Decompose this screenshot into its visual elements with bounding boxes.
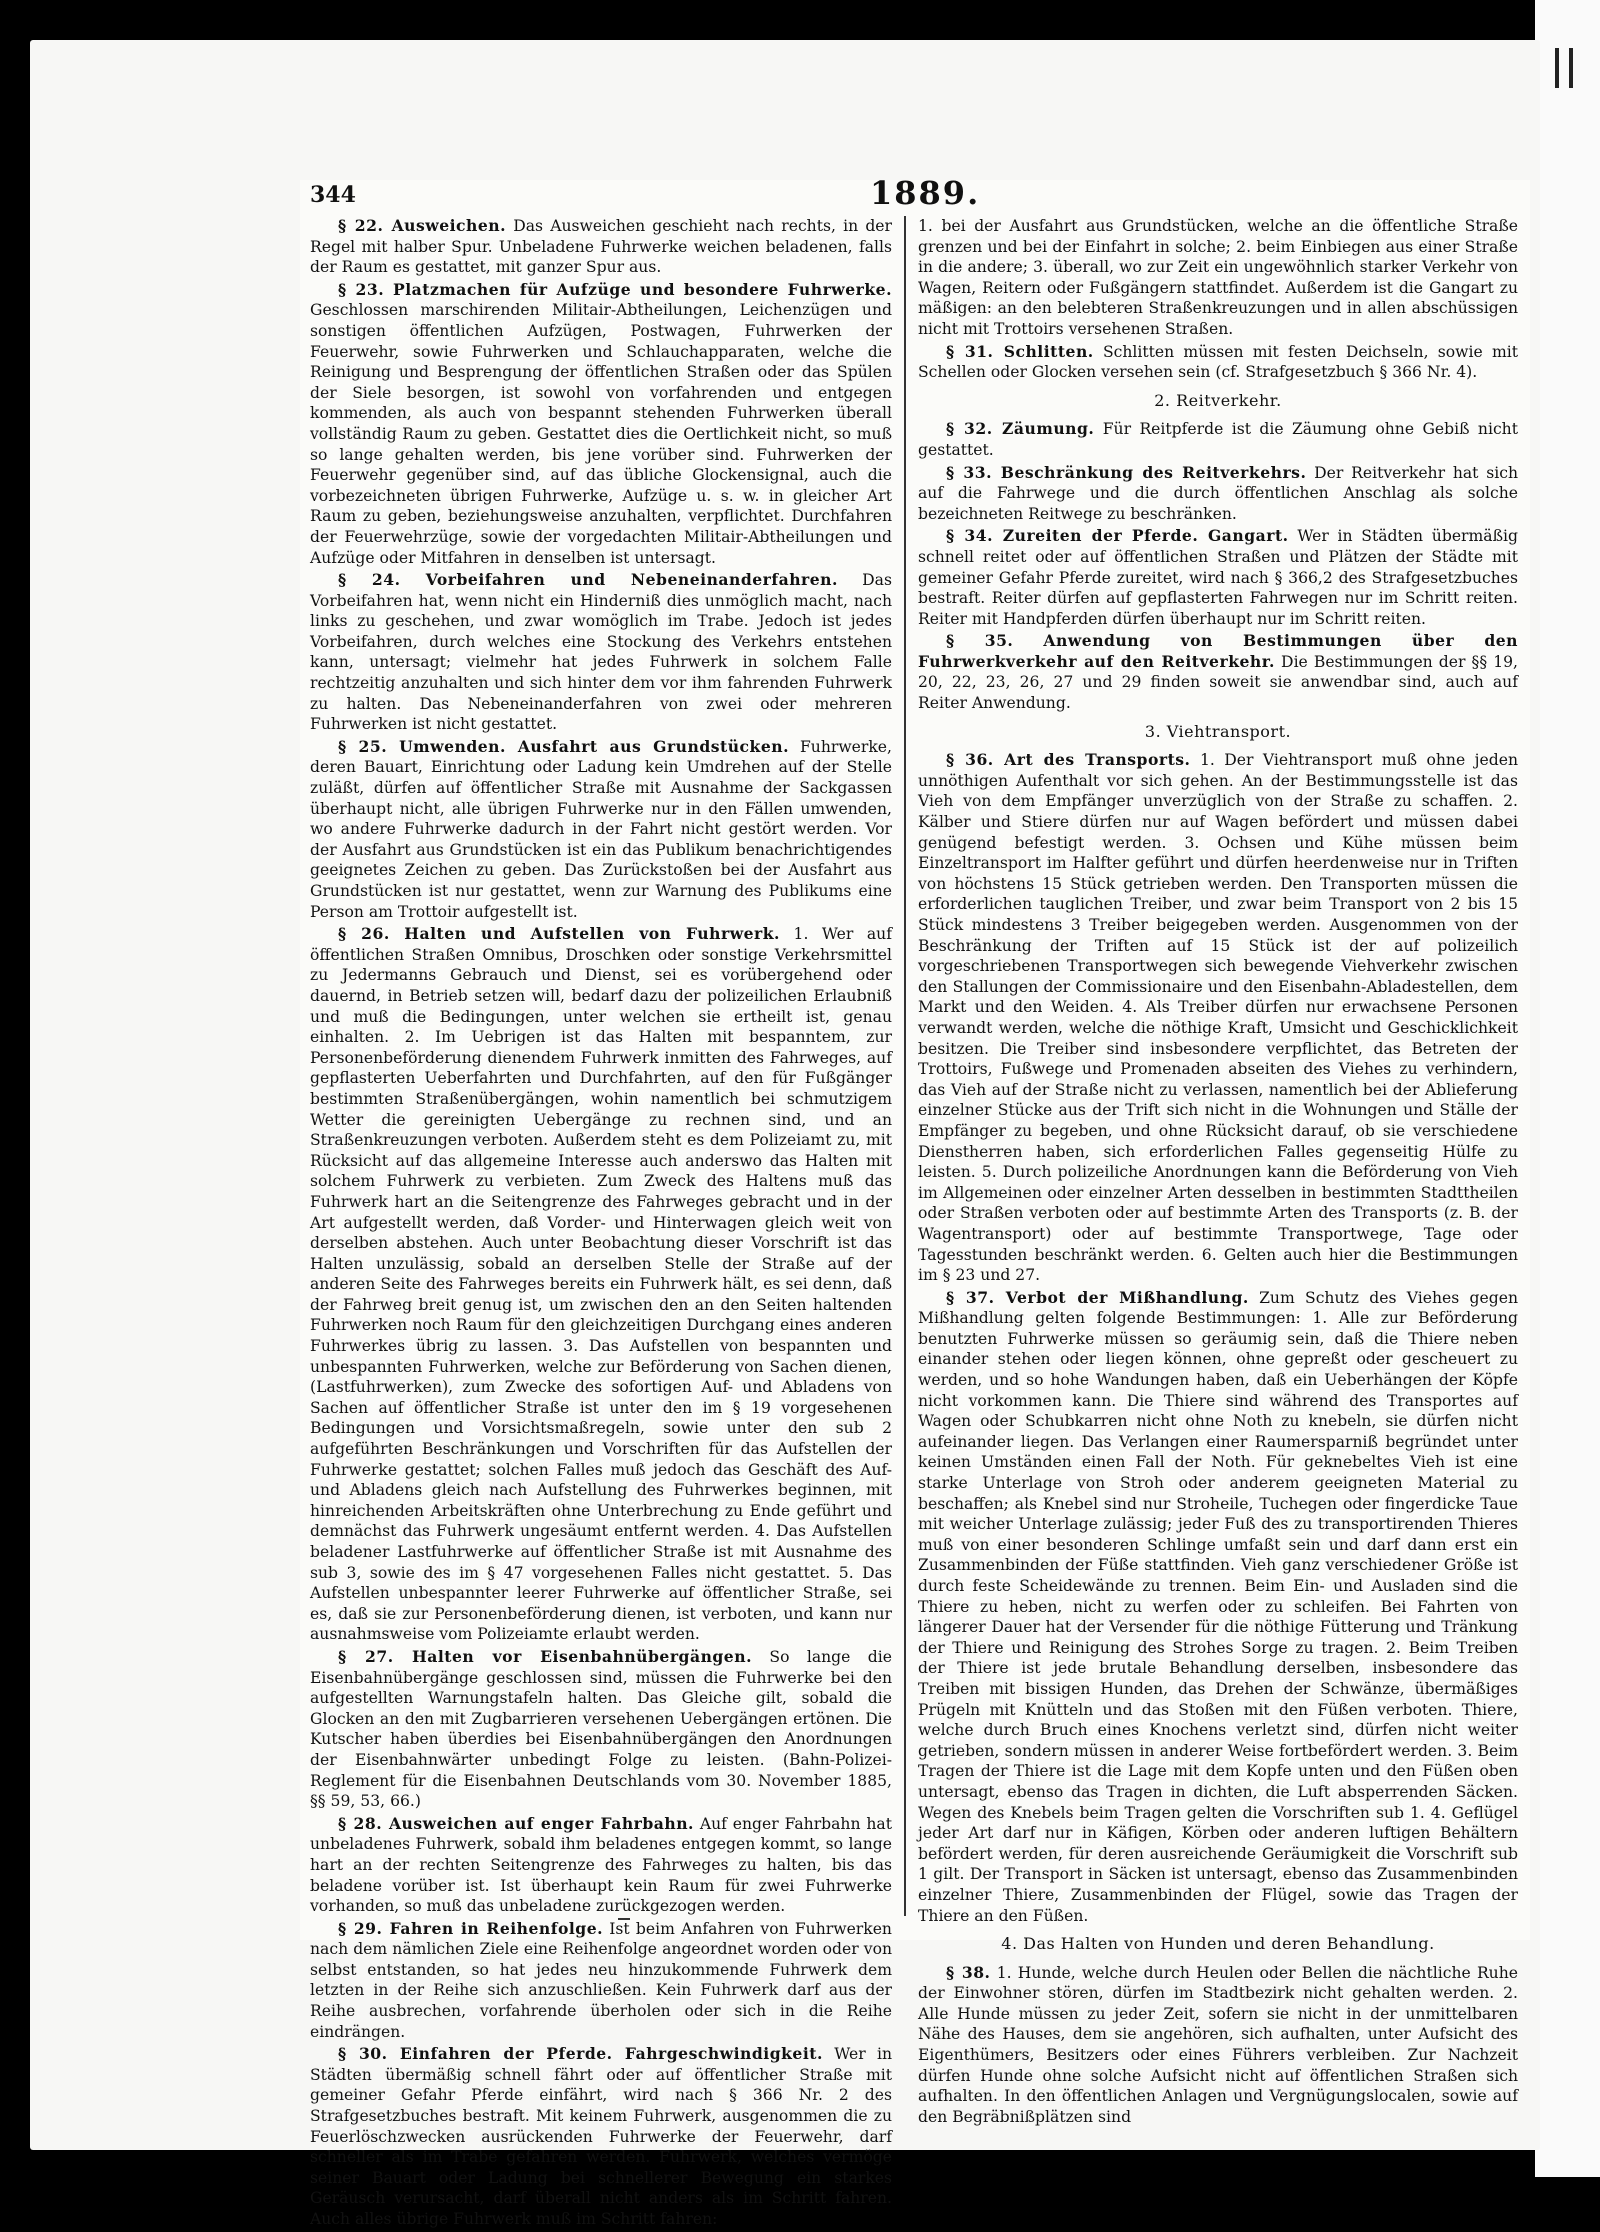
page-number: 344 xyxy=(310,182,356,208)
section-heading: § 32. Zäumung. xyxy=(946,419,1095,439)
paragraph xyxy=(918,526,1518,629)
paragraph-text: 1. Hunde, welche durch Heulen oder Bellen die nächtliche Ruhe der Einwohner stören, dürfen im Stadtbezirk nicht gehalten werden. 2. Alle Hunde müssen zu jeder Zeit, sofern sie nicht in der unmittelbaren Nähe des Hauses, dem sie angehören, sich aufhalten, unter Aufsicht des Eigenthümers, Besitzers oder eines Führers verbleiben. Zur Nachzeit dürfen Hunde ohne solche Aufsicht nicht auf öffentlichen Straßen sich aufhalten. In den öffentlichen Anlagen und Vergnügungslocalen, sowie auf den Begräbnißplätzen sind xyxy=(918,1963,1518,2126)
right-column xyxy=(918,216,1518,2129)
section-heading: § 29. Fahren in Reihenfolge. xyxy=(338,1918,604,1938)
paragraph xyxy=(310,1647,892,1812)
paragraph-text: Die Bestimmungen der §§ 19, 20, 22, 23, 26, 27 und 29 finden soweit sie anwendbar sind, auch auf Reiter Anwendung. xyxy=(918,652,1519,713)
paragraph xyxy=(310,1814,892,1917)
paragraph-text: Der Reitverkehr hat sich auf die Fahrwege und die durch öffentlichen Anschlag als solche bezeichneten Reitwege zu beschränken. xyxy=(918,463,1518,523)
section-heading: § 34. Zureiten der Pferde. Gangart. xyxy=(946,526,1289,546)
paragraph xyxy=(918,463,1518,525)
section-heading: § 30. Einfahren der Pferde. Fahrgeschwindigkeit. xyxy=(338,2044,823,2064)
paragraph-text: Wer in Städten übermäßig schnell fährt oder auf öffentlicher Straße mit gemeiner Gefahr Pferde einfährt, wird nach § 366 Nr. 2 des Strafgesetzbuches bestraft. Mit keinem Fuhrwerk, ausgenommen die zu Feuerlöschzwecken ausrückenden Fuhrwerke der Feuerwehr, darf schneller als im Trabe gefahren werden. Fuhrwerk, welches vermöge seiner Bauart oder Ladung bei schnellerer Bewegung ein starkes Geräusch verursacht, darf überall nicht anders als im Schritt fahren. Auch alles übrige Fuhrwerk muß im Schritt fahren: xyxy=(310,2045,892,2228)
edge-mark xyxy=(1569,48,1573,88)
left-column xyxy=(310,216,892,2232)
printed-page xyxy=(300,174,1530,2228)
paragraph-text: Wer in Städten übermäßig schnell reitet oder auf öffentlichen Straßen und Plätzen der Städte mit gemeiner Gefahr Pferde zureitet, wird nach § 366,2 des Strafgesetzbuches bestraft. Reiter dürfen auf gepflasterten Fahrwegen nur im Schritt reiten. Reiter mit Handpferden dürfen überhaupt nur im Schritt reiten. xyxy=(918,527,1518,628)
section-heading: § 23. Platzmachen für Aufzüge und besondere Fuhrwerke. xyxy=(338,279,892,299)
subsection-title: 4. Das Halten von Hunden und deren Behandlung. xyxy=(1001,1934,1435,1954)
footer-dash xyxy=(618,1918,630,1920)
paragraph-text: Schlitten müssen mit festen Deichseln, sowie mit Schellen oder Glocken versehen sein (cf. Strafgesetzbuch § 366 Nr. 4). xyxy=(918,342,1518,382)
section-heading: § 27. Halten vor Eisenbahnübergängen. xyxy=(338,1646,752,1666)
section-heading: § 24. Vorbeifahren und Nebeneinanderfahren. xyxy=(338,570,838,590)
paragraph xyxy=(310,924,892,1645)
paragraph-text: 1. Der Viehtransport muß ohne jeden unnöthigen Aufenthalt vor sich gehen. An der Bestimmungsstelle ist das Vieh von dem Empfänger unverzüglich von der Straße zu schaffen. 2. Kälber und Stiere dürfen nur auf Wagen befördert und müssen dabei genügend befestigt werden. 3. Ochsen und Kühe müssen beim Einzeltransport im Halfter geführt und dürfen heerdenweise nur in Triften von höchstens 15 Stück getrieben werden. Den Transporten müssen die erforderlichen tauglichen Treiber, und zwar beim Transport von 2 bis 15 Stück mindestens 3 Treiber beigegeben werden. Ausgenommen von der Beschränkung der Triften auf 15 Stück ist der auf polizeilich vorgeschriebenen Transportwegen sich bewegende Viehverkehr zwischen den Stallungen der Commissionaire und den Eisenbahn-Abladestellen, dem Markt und den Weiden. 4. Als Treiber dürfen nur erwachsene Personen verwandt werden, welche die nöthige Kraft, Umsicht und Geschicklichkeit besitzen. Die Treiber sind insbesondere verpflichtet, das Betreten der Trottoirs, Fußwege und Promenaden abseiten des Viehes zu verhindern, das Vieh auf der Straße nicht zu verlassen, namentlich bei der Ablieferung einzelner Stücke aus der Trift sich nicht in die Wohnungen und Ställe der Empfänger zu begeben, und ohne Rücksicht darauf, ob sie verschiedene Dienstherren haben, sich erforderlichen Falles gegenseitig Hülfe zu leisten. 5. Durch polizeiliche Anordnungen kann die Beförderung von Vieh im Allgemeinen oder einzelner Arten desselben in bestimmten Stadttheilen oder Straßen verboten oder auf bestimmte Arten des Transports (z. B. der Wagentransport) oder auf bestimmte Transportwege, Tage oder Tagesstunden beschränkt werden. 6. Gelten auch hier die Bestimmungen im § 23 und 27. xyxy=(918,751,1518,1285)
subsection-title: 3. Viehtransport. xyxy=(1144,721,1292,741)
section-heading: § 26. Halten und Aufstellen von Fuhrwerk. xyxy=(338,924,780,944)
paragraph xyxy=(918,216,1518,340)
section-heading: § 31. Schlitten. xyxy=(946,341,1094,361)
subsection-title: 2. Reitverkehr. xyxy=(1154,390,1282,410)
edge-mark xyxy=(1555,48,1559,88)
paragraph-text: Ist beim Anfahren von Fuhrwerken nach dem nämlichen Ziele eine Reihenfolge angeordnet worden oder von selbst entstanden, so hat jedes neu hinzukommende Fuhrwerk dem letzten in der Reihe sich anzuschließen. Kein Fuhrwerk darf aus der Reihe ausbrechen, vorfahrende überholen oder sich in die Reihe eindrängen. xyxy=(310,1919,892,2041)
section-heading: § 22. Ausweichen. xyxy=(338,216,507,235)
paragraph-text: Auf enger Fahrbahn hat unbeladenes Fuhrwerk, sobald ihm beladenes entgegen kommt, so lange hart an der rechten Seitengrenze des Fahrweges zu halten, bis das beladene vorüber ist. Ist überhaupt kein Raum für zwei Fuhrwerke vorhanden, so muß das unbeladene zurückgezogen werden. xyxy=(310,1814,892,1916)
paragraph-text: 1. Wer auf öffentlichen Straßen Omnibus, Droschken oder sonstige Verkehrsmittel zu Jedermanns Gebrauch und Dienst, sei es vorübergehend oder dauernd, in Betrieb setzen will, bedarf dazu der polizeilichen Erlaubniß und muß die Bedingungen, unter welchen sie ertheilt ist, genau einhalten. 2. Im Uebrigen ist das Halten mit bespanntem, zur Personenbeförderung dienendem Fuhrwerk inmitten des Fahrweges, auf gepflasterten Ueberfahrten und Durchfahrten, auf den für Fußgänger bestimmten Straßenübergängen, wohin namentlich bei schmutzigem Wetter die gereinigten Uebergänge zu rechnen sind, und an Straßenkreuzungen verboten. Außerdem steht es dem Polizeiamt zu, mit Rücksicht auf das allgemeine Interesse auch anderswo das Halten mit solchem Fuhrwerk zu verbieten. Zum Zweck des Haltens muß das Fuhrwerk hart an die Seitengrenze des Fahrweges gebracht und in der Art aufgestellt werden, daß Vorder- und Hinterwagen gleich weit von derselben abstehen. Auch unter Beobachtung dieser Vorschrift ist das Halten unzulässig, sobald an derselben Stelle der Straße auf der anderen Seite des Fahrweges bereits ein Fuhrwerk hält, es sei denn, daß der Fahrweg breit genug ist, um zwischen den an den Seiten haltenden Fuhrwerken noch Raum für den gleichzeitigen Durchgang eines anderen Fuhrwerkes übrig zu lassen. 3. Das Aufstellen von bespannten und unbespannten Fuhrwerken, welche zur Beförderung von Sachen dienen, (Lastfuhrwerken), zum Zwecke des sofortigen Auf- und Abladens von Sachen auf öffentlicher Straße ist unter den im § 19 vorgesehenen Bedingungen und Vorsichtsmaßregeln, sowie unter den sub 2 aufgeführten Beschränkungen und Vorschriften für das Aufstellen der Fuhrwerke gestattet; solchen Falles muß jedoch das Geschäft des Auf- und Abladens gleich nach Aufstellung des Fuhrwerkes beginnen, mit hinreichenden Arbeitskräften ohne Unterbrechung zu Ende geführt und demnächst das Fuhrwerk ungesäumt entfernt werden. 4. Das Aufstellen beladener Lastfuhrwerke auf öffentlicher Straße ist mit Ausnahme des sub 3, sowie des im § 47 vorgesehenen Falles nicht gestattet. 5. Das Aufstellen unbespannter leerer Fuhrwerke auf öffentlicher Straße, sei es, daß sie zur Personenbeförderung dienen, ist verboten, und kann nur ausnahmsweise vom Polizeiamte erlaubt werden. xyxy=(310,925,892,1644)
paragraph xyxy=(918,1288,1518,1926)
paragraph xyxy=(918,419,1518,460)
section-heading: § 37. Verbot der Mißhandlung. xyxy=(946,1287,1249,1307)
section-heading: § 25. Umwenden. Ausfahrt aus Grundstücken. xyxy=(338,736,790,756)
paragraph-text: Das Vorbeifahren hat, wenn nicht ein Hinderniß dies unmöglich macht, nach links zu geschehen, und zwar womöglich im Trabe. Jedoch ist jedes Vorbeifahren, durch welches eine Stockung des Verkehrs entstehen kann, untersagt; vielmehr hat jedes Fuhrwerk in solchem Falle rechtzeitig anzuhalten und sich hinter dem vor ihm fahrenden Fuhrwerk zu halten. Das Nebeneinanderfahren von zwei oder mehreren Fuhrwerken ist nicht gestattet. xyxy=(310,571,892,734)
paragraph xyxy=(310,1919,892,2043)
paragraph xyxy=(918,1963,1518,2128)
running-header xyxy=(300,174,1530,214)
section-heading: § 28. Ausweichen auf enger Fahrbahn. xyxy=(338,1813,694,1833)
section-heading: § 38. xyxy=(946,1962,991,1982)
paragraph xyxy=(310,737,892,922)
paragraph xyxy=(918,631,1518,713)
column-divider xyxy=(904,216,906,1916)
facing-page-edge xyxy=(1535,0,1600,2177)
page-sheet xyxy=(30,40,1540,2228)
paragraph xyxy=(310,570,892,735)
paragraph-text: So lange die Eisenbahnübergänge geschlossen sind, müssen die Fuhrwerke bei den aufgestellten Warnungstafeln halten. Das Gleiche gilt, sobald die Glocken an den mit Zugbarrieren versehenen Uebergängen ertönen. Die Kutscher haben überdies bei Eisenbahnübergängen den Anordnungen der Eisenbahnwärter unbedingt Folge zu leisten. (Bahn-Polizei-Reglement für die Eisenbahnen Deutschlands vom 30. November 1885, §§ 59, 53, 66.) xyxy=(310,1647,892,1811)
section-heading: § 33. Beschränkung des Reitverkehrs. xyxy=(946,462,1307,482)
paragraph xyxy=(310,280,892,568)
paragraph xyxy=(918,342,1518,383)
paragraph-text: Zum Schutz des Viehes gegen Mißhandlung gelten folgende Bestimmungen: 1. Alle zur Beförderung benutzten Fuhrwerke müssen so geräumig sein, daß die Thiere neben einander stehen oder liegen können, ohne gepreßt oder gescheuert zu werden, und so hohe Wandungen haben, daß ein Ueberhängen der Köpfe nicht vorkommen kann. Die Thiere sind während des Transportes auf Wagen oder Schubkarren nicht ohne Noth zu knebeln, sie dürfen nicht aufeinander liegen. Das Verlangen einer Raumersparniß begründet unter keinen Umständen einen Fall der Noth. Für geknebeltes Vieh ist eine starke Unterlage von Stroh oder anderem geeigneten Material zu beschaffen; als Knebel sind nur Stroheile, Tuchegen oder fingerdicke Taue mit weicher Unterlage zulässig; jeder Fuß des zu transportirenden Thieres muß von einer besonderen Schlinge umfaßt sein und darf dann erst ein Zusammenbinden der Füße stattfinden. Vieh ganz verschiedener Größe ist durch feste Scheidewände zu trennen. Beim Ein- und Ausladen sind die Thiere zu heben, nicht zu werfen oder zu schleifen. Bei Fahrten von längerer Dauer hat der Versender für die nöthige Fütterung und Tränkung der Thiere und Reinigung des Strohes Sorge zu tragen. 2. Beim Treiben der Thiere ist jede brutale Behandlung derselben, insbesondere das Treiben mit bissigen Hunden, das Drehen der Schwänze, übermäßiges Prügeln mit Knütteln und das Stoßen mit den Füßen verboten. Thiere, welche durch Bruch eines Knochens verletzt sind, dürfen nicht weiter getrieben, sondern müssen in anderer Weise fortbefördert werden. 3. Beim Tragen der Thiere ist die Lage mit dem Kopfe unten und den Füßen oben untersagt, ebenso das Tragen in dichten, die Luft absperrenden Säcken. Wegen des Knebels beim Tragen gelten die Vorschriften sub 1. 4. Geflügel jeder Art darf nur in Käfigen, Körben oder anderen luftigen Behältern befördert werden, für deren ausreichende Geräumigkeit die Vorschrift sub 1 gilt. Der Transport in Säcken ist untersagt, ebenso das Zusammenbinden einzelner Thiere, Zusammenbinden der Flügel, sowie das Tragen der Thiere an den Füßen. xyxy=(918,1288,1518,1925)
paragraph xyxy=(310,2044,892,2229)
section-heading: § 35. Anwendung von Bestimmungen über den Fuhrwerkverkehr auf den Reitverkehr. xyxy=(918,631,1518,671)
paragraph-text: 1. bei der Ausfahrt aus Grundstücken, welche an die öffentliche Straße grenzen und bei der Einfahrt in solche; 2. beim Einbiegen aus einer Straße in die andere; 3. überall, wo zur Zeit ein ungewöhnlich starker Verkehr von Wagen, Reitern oder Fußgängern stattfindet. Außerdem ist die Gangart zu mäßigen: an den belebteren Straßenkreuzungen und in allen abschüssigen nicht mit Trottoirs versehenen Straßen. xyxy=(918,217,1518,338)
paragraph-text: Das Ausweichen geschieht nach rechts, in der Regel mit halber Spur. Unbeladene Fuhrwerke weichen beladenen, falls der Raum es gestattet, mit ganzer Spur aus. xyxy=(310,217,892,277)
paragraph xyxy=(310,216,892,278)
paragraph-text: Für Reitpferde ist die Zäumung ohne Gebiß nicht gestattet. xyxy=(918,420,1518,459)
paragraph-text: Geschlossen marschirenden Militair-Abtheilungen, Leichenzügen und sonstigen öffentlichen Aufzügen, Postwagen, Fuhrwerken der Feuerwehr, sowie Fuhrwerken und Schlauchapparaten, welche die Reinigung und Besprengung der öffentlichen Straßen oder das Spülen der Siele besorgen, ist sowohl von vorfahrenden und entgegen kommenden, als auch von bespannt stehenden Fuhrwerken überall vollständig Raum zu geben. Gestattet dies die Oertlichkeit nicht, so muß so lange gehalten werden, bis jene vorüber sind. Fuhrwerken der Feuerwehr gegenüber sind, auf das übliche Glockensignal, auch die vorbezeichneten übrigen Fuhrwerke, Aufzüge u. s. w. in gleicher Art Raum zu geben, beziehungsweise anzuhalten, verpflichtet. Durchfahren der Feuerwehrzüge, sowie der vorgedachten Militair-Abtheilungen und Aufzüge oder Mitfahren in denselben ist untersagt. xyxy=(310,301,892,567)
paragraph xyxy=(918,750,1518,1285)
paragraph-text: Fuhrwerke, deren Bauart, Einrichtung oder Ladung kein Umdrehen auf der Stelle zuläßt, dürfen auf öffentlicher Straße mit Ausnahme der Sackgassen überhaupt nicht, alle übrigen Fuhrwerke nur in den Fällen umwenden, wo andere Fuhrwerke dadurch in der Fahrt nicht gestört werden. Vor der Ausfahrt aus Grundstücken ist ein das Publikum benachrichtigendes geeignetes Zeichen zu geben. Das Zurückstoßen bei der Ausfahrt aus Grundstücken ist nur gestattet, wenn zur Warnung des Publikums eine Person am Trottoir aufgestellt ist. xyxy=(310,737,892,921)
page-year: 1889. xyxy=(870,174,981,212)
section-heading: § 36. Art des Transports. xyxy=(946,750,1191,770)
